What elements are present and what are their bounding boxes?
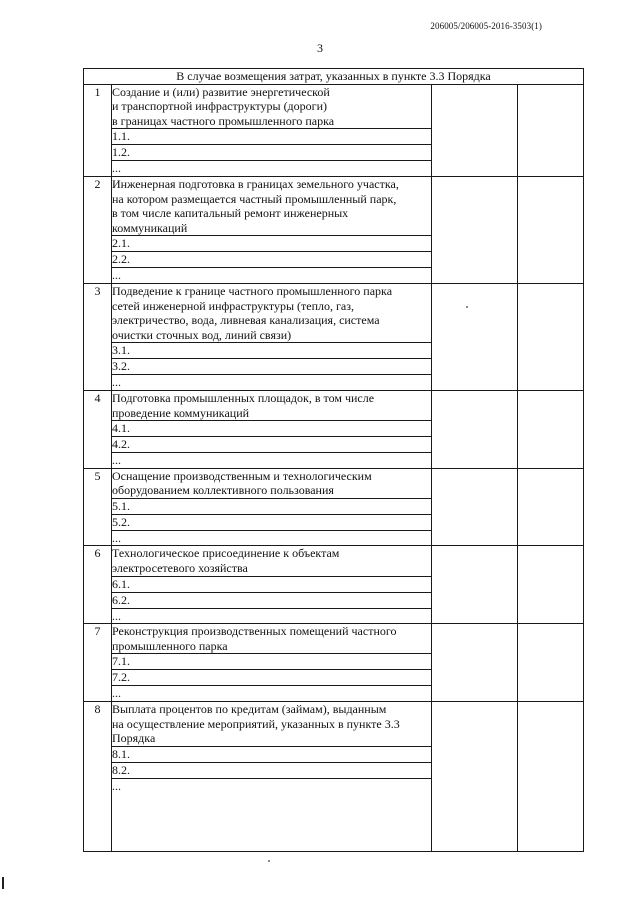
ellipsis-cell: ... [112,778,432,851]
row-number: 4 [84,390,112,468]
subitem-number: 3.1. [112,343,432,359]
row-description [112,546,432,576]
empty-cell [432,468,518,546]
subitem-number: 8.2. [112,762,432,778]
row-description [112,283,432,342]
empty-cell [432,283,518,390]
ellipsis-cell: ... [112,161,432,177]
scan-speck [268,860,270,862]
empty-cell [518,624,584,702]
empty-cell [518,702,584,852]
description-line: Порядка [112,731,156,746]
description-line: электросетевого хозяйства [112,561,248,576]
table-row [84,624,584,654]
ellipsis-cell: ... [112,608,432,624]
row-number: 2 [84,176,112,283]
subitem-number: 7.1. [112,654,432,670]
row-description [112,468,432,498]
row-description [112,176,432,235]
row-number: 8 [84,702,112,852]
empty-cell [518,84,584,176]
description-line: Технологическое присоединение к объектам [112,546,340,561]
row-description [112,390,432,420]
table-row [84,84,584,129]
description-line: проведение коммуникаций [112,405,250,420]
row-description [112,624,432,654]
page-number: 3 [317,41,323,55]
section-heading: В случае возмещения затрат, указанных в пункте 3.3 Порядка [84,69,584,85]
description-line: в границах частного промышленного парка [112,113,335,128]
subitem-number: 5.1. [112,498,432,514]
description-line: Подведение к границе частного промышленного парка [112,283,393,298]
ellipsis-cell: ... [112,375,432,391]
subitem-number: 4.2. [112,437,432,453]
empty-cell [432,84,518,176]
empty-cell [432,390,518,468]
empty-cell [518,390,584,468]
empty-cell [518,176,584,283]
ellipsis-cell: ... [112,453,432,469]
empty-cell [432,702,518,852]
empty-cell [432,176,518,283]
subitem-number: 5.2. [112,514,432,530]
description-line: в том числе капитальный ремонт инженерных [112,206,349,221]
row-number: 1 [84,84,112,176]
description-line: оборудованием коллективного пользования [112,483,334,498]
description-line: и транспортной инфраструктуры (дороги) [112,99,328,114]
document-code: 206005/206005-2016-3503(1) [430,21,542,31]
empty-cell [518,468,584,546]
description-line: электричество, вода, ливневая канализация, система [112,313,380,328]
subitem-number: 7.2. [112,670,432,686]
description-line: на котором размещается частный промышленный парк, [112,191,397,206]
description-line: сетей инженерной инфраструктуры (тепло, газ, [112,298,354,313]
margin-mark [2,877,4,889]
table-row [84,283,584,342]
description-line: коммуникаций [112,220,188,235]
subitem-number: 2.1. [112,236,432,252]
description-line: промышленного парка [112,638,228,653]
table-row [84,390,584,420]
ellipsis-cell: ... [112,686,432,702]
empty-cell [518,283,584,390]
subitem-number: 2.2. [112,252,432,268]
table-row [84,546,584,576]
row-number: 6 [84,546,112,624]
description-line: Инженерная подготовка в границах земельного участка, [112,176,399,191]
empty-cell [432,546,518,624]
description-line: Выплата процентов по кредитам (займам), выданным [112,702,387,717]
expense-table [83,68,584,852]
subitem-number: 6.2. [112,592,432,608]
ellipsis-cell: ... [112,268,432,284]
description-line: Реконструкция производственных помещений частного [112,624,397,639]
description-line: Создание и (или) развитие энергетической [112,84,330,99]
row-description [112,84,432,129]
ellipsis-cell: ... [112,530,432,546]
description-line: Подготовка промышленных площадок, в том числе [112,390,375,405]
row-number: 5 [84,468,112,546]
table-row [84,468,584,498]
subitem-number: 1.2. [112,145,432,161]
description-line: Оснащение производственным и технологическим [112,468,372,483]
subitem-number: 4.1. [112,421,432,437]
empty-cell [518,546,584,624]
subitem-number: 6.1. [112,576,432,592]
empty-cell [432,624,518,702]
subitem-number: 8.1. [112,746,432,762]
subitem-number: 1.1. [112,129,432,145]
table-row [84,702,584,747]
subitem-number: 3.2. [112,359,432,375]
row-number: 3 [84,283,112,390]
table-row [84,176,584,235]
row-description [112,702,432,747]
description-line: на осуществление мероприятий, указанных в пункте 3.3 [112,716,400,731]
row-number: 7 [84,624,112,702]
description-line: очистки сточных вод, линий связи) [112,327,292,342]
